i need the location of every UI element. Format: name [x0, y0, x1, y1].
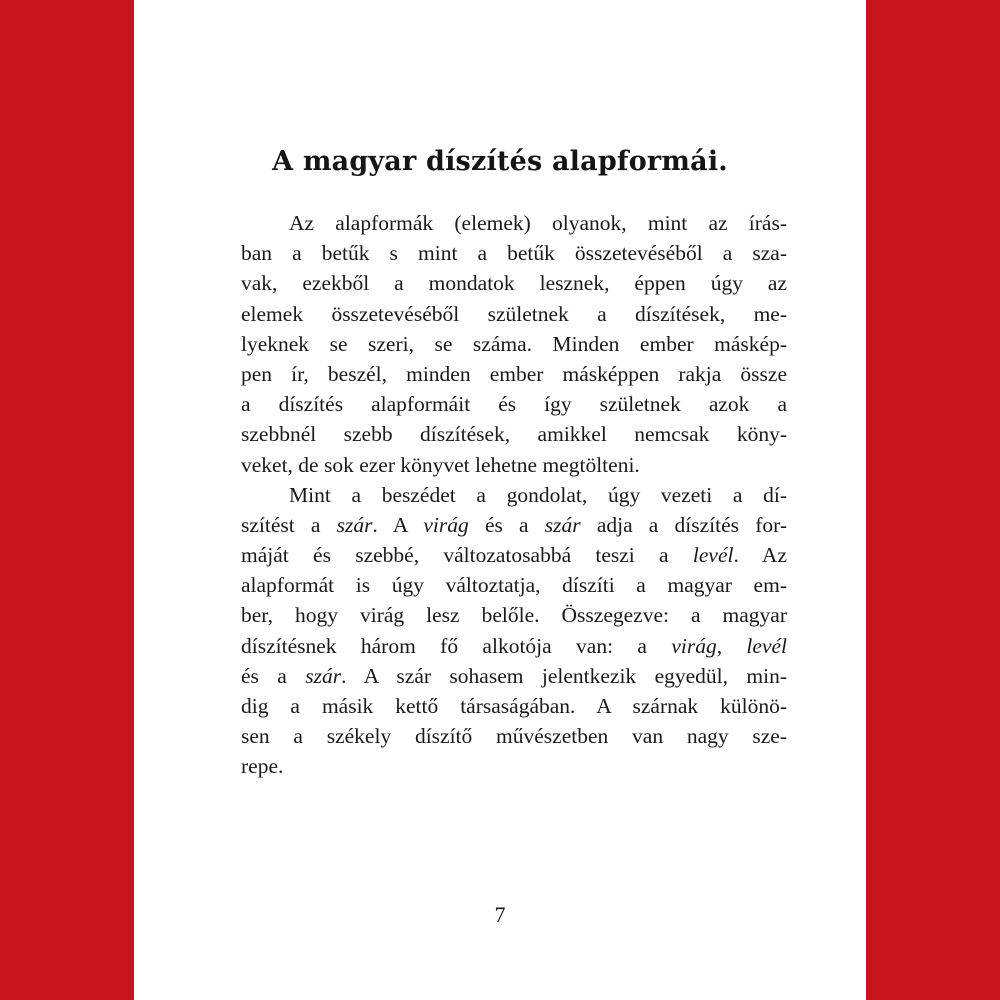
italic-term: virág	[423, 512, 469, 537]
italic-term: levél	[692, 543, 734, 568]
text-run: lyeknek se szeri, se száma. Minden ember máskép-	[241, 331, 787, 356]
text-run: díszítésnek három fő alkotója van: a	[241, 633, 672, 658]
text-line	[241, 419, 787, 449]
text-run: repe.	[241, 754, 284, 779]
text-run: alapformát is úgy változtatja, díszíti a magyar em-	[241, 573, 787, 598]
text-run: szítést a	[241, 512, 337, 537]
page-number: 7	[494, 902, 506, 927]
text-line	[241, 238, 787, 268]
text-line	[241, 600, 787, 630]
text-line	[241, 329, 787, 359]
text-run: veket, de sok ezer könyvet lehetne megtölteni.	[241, 452, 640, 477]
text-run: Az alapformák (elemek) olyanok, mint az írás-	[289, 211, 787, 235]
text-run: ber, hogy virág lesz belőle. Összegezve: a magyar	[241, 603, 787, 628]
text-run: . Az	[733, 543, 788, 568]
text-line	[241, 510, 787, 540]
text-run: pen ír, beszél, minden ember másképpen rakja össze	[241, 361, 787, 386]
italic-term: virág, levél	[671, 633, 787, 658]
text-run: ban a betűk s mint a betűk összetevéséből a sza-	[241, 241, 787, 266]
italic-term: szár	[305, 663, 342, 688]
text-run: sen a székely díszítő művészetben van nagy sze-	[241, 724, 787, 749]
italic-term: szár	[336, 512, 373, 537]
text-line	[241, 268, 787, 298]
paragraph	[241, 480, 787, 782]
text-run: Mint a beszédet a gondolat, úgy vezeti a dí-	[289, 482, 787, 507]
text-line	[241, 450, 787, 480]
text-line	[241, 208, 787, 238]
text-line	[241, 570, 787, 600]
text-run: máját és szebbé, változatosabbá teszi a	[241, 543, 693, 568]
text-run: adja a díszítés for-	[580, 512, 787, 537]
text-run: . A	[372, 512, 424, 537]
text-run: és a	[468, 512, 545, 537]
text-line	[241, 359, 787, 389]
text-run: vak, ezekből a mondatok lesznek, éppen úgy az	[241, 271, 787, 296]
page-title: A magyar díszítés alapformái.	[272, 146, 728, 177]
body-text	[241, 208, 787, 782]
text-line	[241, 631, 787, 661]
text-run: szebbnél szebb díszítések, amikkel nemcsak köny-	[241, 422, 787, 447]
paragraph	[241, 208, 787, 480]
text-line	[241, 751, 787, 781]
text-line	[241, 540, 787, 570]
text-run: elemek összetevéséből születnek a díszítések, me-	[241, 301, 787, 326]
text-run: és a	[241, 663, 306, 688]
text-run: . A szár sohasem jelentkezik egyedül, min-	[341, 663, 788, 688]
text-line	[241, 691, 787, 721]
text-line	[241, 389, 787, 419]
text-line	[241, 661, 787, 691]
text-run: dig a másik kettő társaságában. A szárnak különö-	[241, 694, 787, 718]
text-run: a díszítés alapformáit és így születnek azok a	[241, 392, 787, 417]
text-line	[241, 299, 787, 329]
italic-term: szár	[544, 512, 581, 537]
text-line	[241, 480, 787, 510]
text-line	[241, 721, 787, 751]
book-page	[134, 0, 866, 1000]
